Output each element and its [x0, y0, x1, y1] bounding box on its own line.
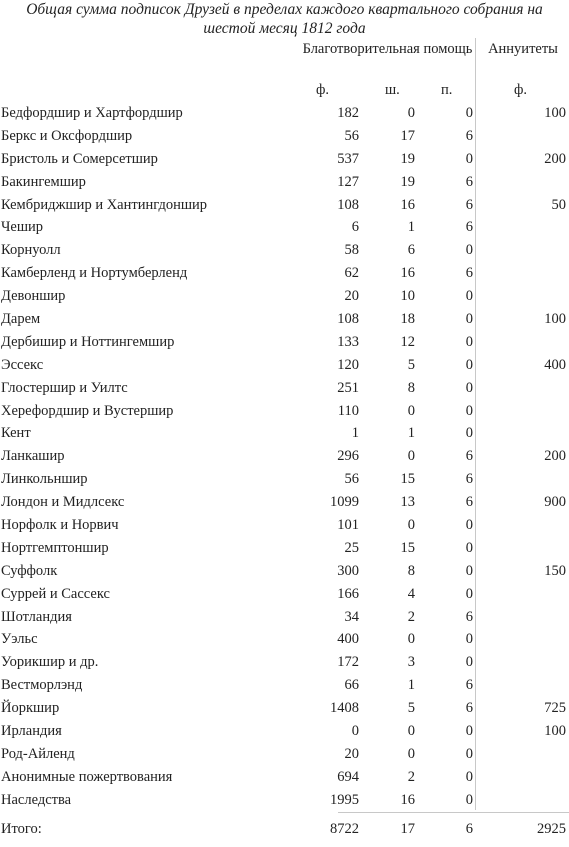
table-row [0, 285, 569, 308]
row-shillings: 8 [407, 379, 415, 396]
table-row [0, 102, 569, 125]
row-name: Бедфордшир и Хартфордшир [1, 105, 183, 121]
row-pence: 0 [465, 585, 473, 602]
table-row [0, 583, 569, 606]
row-pounds: 56 [344, 471, 359, 488]
table-row [0, 720, 569, 743]
row-name: Ирландия [1, 723, 62, 740]
row-pence: 0 [465, 745, 473, 762]
row-name: Дарем [1, 311, 41, 328]
row-name: Дербишир и Ноттингемшир [1, 333, 175, 350]
row-pounds: 58 [344, 242, 359, 259]
row-pence: 6 [465, 494, 473, 511]
row-shillings: 15 [400, 539, 415, 556]
total-shillings: 17 [400, 821, 415, 837]
row-name: Йоркшир [1, 700, 60, 717]
header-annuities: Аннуитеты [488, 41, 558, 57]
row-shillings: 1 [407, 425, 415, 442]
row-pence: 0 [465, 723, 473, 740]
row-pounds: 0 [351, 723, 359, 740]
row-name: Девоншир [1, 288, 66, 305]
row-shillings: 15 [400, 471, 415, 488]
unit-shillings: ш. [385, 82, 400, 98]
row-pounds: 34 [344, 608, 359, 625]
table-row [0, 331, 569, 354]
row-shillings: 16 [400, 196, 415, 213]
row-name: Кент [1, 425, 31, 442]
row-annuities: 150 [544, 562, 566, 579]
row-pounds: 56 [344, 127, 359, 144]
row-name: Лондон и Мидлсекс [1, 494, 125, 511]
row-name: Анонимные пожертвования [1, 768, 173, 785]
row-pounds: 182 [337, 105, 359, 121]
row-pounds: 400 [337, 631, 359, 648]
table-row [0, 628, 569, 651]
row-pounds: 251 [337, 379, 359, 396]
row-shillings: 19 [400, 173, 415, 190]
total-pounds: 8722 [330, 821, 359, 837]
row-pounds: 120 [337, 356, 359, 373]
row-name: Суффолк [1, 562, 58, 579]
row-pence: 0 [465, 791, 473, 808]
row-shillings: 16 [400, 265, 415, 282]
row-shillings: 0 [407, 631, 415, 648]
row-pence: 6 [465, 608, 473, 625]
row-pounds: 20 [344, 288, 359, 305]
row-annuities: 100 [544, 311, 566, 328]
row-pence: 0 [465, 105, 473, 121]
row-name: Кембриджшир и Хантингдоншир [1, 196, 208, 213]
row-pounds: 296 [337, 448, 359, 465]
total-annuities: 2925 [537, 821, 566, 837]
row-pounds: 6 [351, 219, 359, 236]
row-shillings: 18 [400, 311, 415, 328]
row-pence: 0 [465, 311, 473, 328]
total-pence: 6 [465, 821, 473, 837]
row-name: Вестморлэнд [1, 677, 83, 694]
row-name: Беркс и Оксфордшир [1, 127, 133, 144]
row-pence: 0 [465, 631, 473, 648]
row-name: Норфолк и Норвич [1, 517, 119, 534]
table-row [0, 743, 569, 766]
row-pence: 0 [465, 288, 473, 305]
row-annuities: 100 [544, 105, 566, 121]
row-shillings: 2 [407, 768, 415, 785]
table-row [0, 171, 569, 194]
row-name: Уорикшир и др. [1, 654, 99, 671]
row-annuities: 200 [544, 448, 566, 465]
row-pence: 0 [465, 150, 473, 167]
row-shillings: 0 [407, 745, 415, 762]
row-pounds: 133 [337, 333, 359, 350]
unit-annuity-pounds: ф. [514, 82, 528, 98]
row-name: Линкольншир [1, 471, 88, 488]
total-row [0, 818, 569, 841]
row-shillings: 6 [407, 242, 415, 259]
row-pence: 0 [465, 242, 473, 259]
unit-pence: п. [441, 82, 453, 98]
table-row [0, 400, 569, 423]
table-row [0, 514, 569, 537]
row-pence: 6 [465, 700, 473, 717]
table-title: Общая сумма подписок Друзей в пределах каждого квартального собрания на шестой месяц 1812 года [26, 1, 543, 37]
row-shillings: 0 [407, 723, 415, 740]
total-divider [338, 812, 569, 813]
row-pounds: 101 [337, 517, 359, 534]
row-shillings: 0 [407, 402, 415, 419]
table-row [0, 789, 569, 812]
row-pounds: 62 [344, 265, 359, 282]
table-row [0, 377, 569, 400]
table-row [0, 674, 569, 697]
table-row [0, 148, 569, 171]
row-shillings: 5 [407, 356, 415, 373]
row-pence: 6 [465, 471, 473, 488]
row-pence: 0 [465, 539, 473, 556]
row-pounds: 127 [337, 173, 359, 190]
row-name: Бакингемшир [1, 173, 86, 190]
row-name: Уэльс [1, 631, 38, 648]
row-shillings: 2 [407, 608, 415, 625]
table-row [0, 651, 569, 674]
table-row [0, 697, 569, 720]
row-name: Ланкашир [1, 448, 65, 465]
header-charity: Благотворительная помощь [302, 41, 473, 57]
row-name: Нортгемптоншир [1, 539, 109, 556]
row-pence: 0 [465, 425, 473, 442]
row-pounds: 20 [344, 745, 359, 762]
total-label: Итого: [1, 821, 42, 837]
table-row [0, 308, 569, 331]
row-pence: 6 [465, 196, 473, 213]
row-shillings: 5 [407, 700, 415, 717]
row-pounds: 108 [337, 196, 359, 213]
row-shillings: 0 [407, 517, 415, 534]
table-row [0, 537, 569, 560]
row-pence: 0 [465, 562, 473, 579]
unit-pounds: ф. [316, 82, 330, 98]
row-pence: 0 [465, 768, 473, 785]
row-shillings: 3 [407, 654, 415, 671]
row-name: Чешир [1, 219, 44, 236]
row-pence: 0 [465, 654, 473, 671]
row-shillings: 13 [400, 494, 415, 511]
row-pounds: 110 [337, 402, 359, 419]
row-shillings: 19 [400, 150, 415, 167]
row-shillings: 10 [400, 288, 415, 305]
row-pence: 6 [465, 173, 473, 190]
row-name: Шотландия [1, 608, 72, 625]
row-pounds: 1099 [330, 494, 359, 511]
row-shillings: 12 [400, 333, 415, 350]
table-row [0, 194, 569, 217]
row-shillings: 1 [407, 219, 415, 236]
row-shillings: 17 [400, 127, 415, 144]
row-annuities: 400 [544, 356, 566, 373]
table-row [0, 468, 569, 491]
row-pounds: 172 [337, 654, 359, 671]
row-shillings: 0 [407, 448, 415, 465]
row-name: Бристоль и Сомерсетшир [1, 150, 158, 167]
row-shillings: 16 [400, 791, 415, 808]
row-pence: 0 [465, 517, 473, 534]
row-name: Эссекс [1, 356, 44, 373]
row-name: Суррей и Сассекс [1, 585, 110, 602]
row-name: Херефордшир и Вустершир [1, 402, 174, 419]
table-row [0, 239, 569, 262]
row-shillings: 1 [407, 677, 415, 694]
row-name: Наследства [1, 791, 72, 808]
table-row [0, 766, 569, 789]
row-pence: 0 [465, 356, 473, 373]
table-row [0, 560, 569, 583]
row-pounds: 694 [337, 768, 359, 785]
row-pence: 6 [465, 265, 473, 282]
row-pounds: 108 [337, 311, 359, 328]
row-pence: 6 [465, 677, 473, 694]
row-name: Глостершир и Уилтс [1, 379, 128, 396]
table-row [0, 262, 569, 285]
row-annuities: 725 [544, 700, 566, 717]
row-annuities: 900 [544, 494, 566, 511]
row-shillings: 8 [407, 562, 415, 579]
table-body [0, 102, 569, 812]
table-row [0, 491, 569, 514]
row-annuities: 50 [551, 196, 566, 213]
row-annuities: 200 [544, 150, 566, 167]
row-pounds: 1995 [330, 791, 359, 808]
row-name: Камберленд и Нортумберленд [1, 265, 188, 282]
row-pence: 6 [465, 127, 473, 144]
row-name: Корнуолл [1, 242, 61, 259]
table-row [0, 216, 569, 239]
row-pounds: 300 [337, 562, 359, 579]
row-name: Род-Айленд [1, 745, 75, 762]
row-pounds: 1 [351, 425, 359, 442]
table-row [0, 422, 569, 445]
row-pence: 0 [465, 379, 473, 396]
table-row [0, 125, 569, 148]
row-pounds: 537 [337, 150, 359, 167]
table-row [0, 606, 569, 629]
row-pence: 6 [465, 448, 473, 465]
table-row [0, 445, 569, 468]
row-shillings: 4 [407, 585, 415, 602]
row-shillings: 0 [407, 105, 415, 121]
row-pounds: 25 [344, 539, 359, 556]
row-pence: 0 [465, 333, 473, 350]
table-row [0, 354, 569, 377]
row-pounds: 66 [344, 677, 359, 694]
row-pounds: 1408 [330, 700, 359, 717]
row-annuities: 100 [544, 723, 566, 740]
row-pounds: 166 [337, 585, 359, 602]
row-pence: 6 [465, 219, 473, 236]
row-pence: 0 [465, 402, 473, 419]
